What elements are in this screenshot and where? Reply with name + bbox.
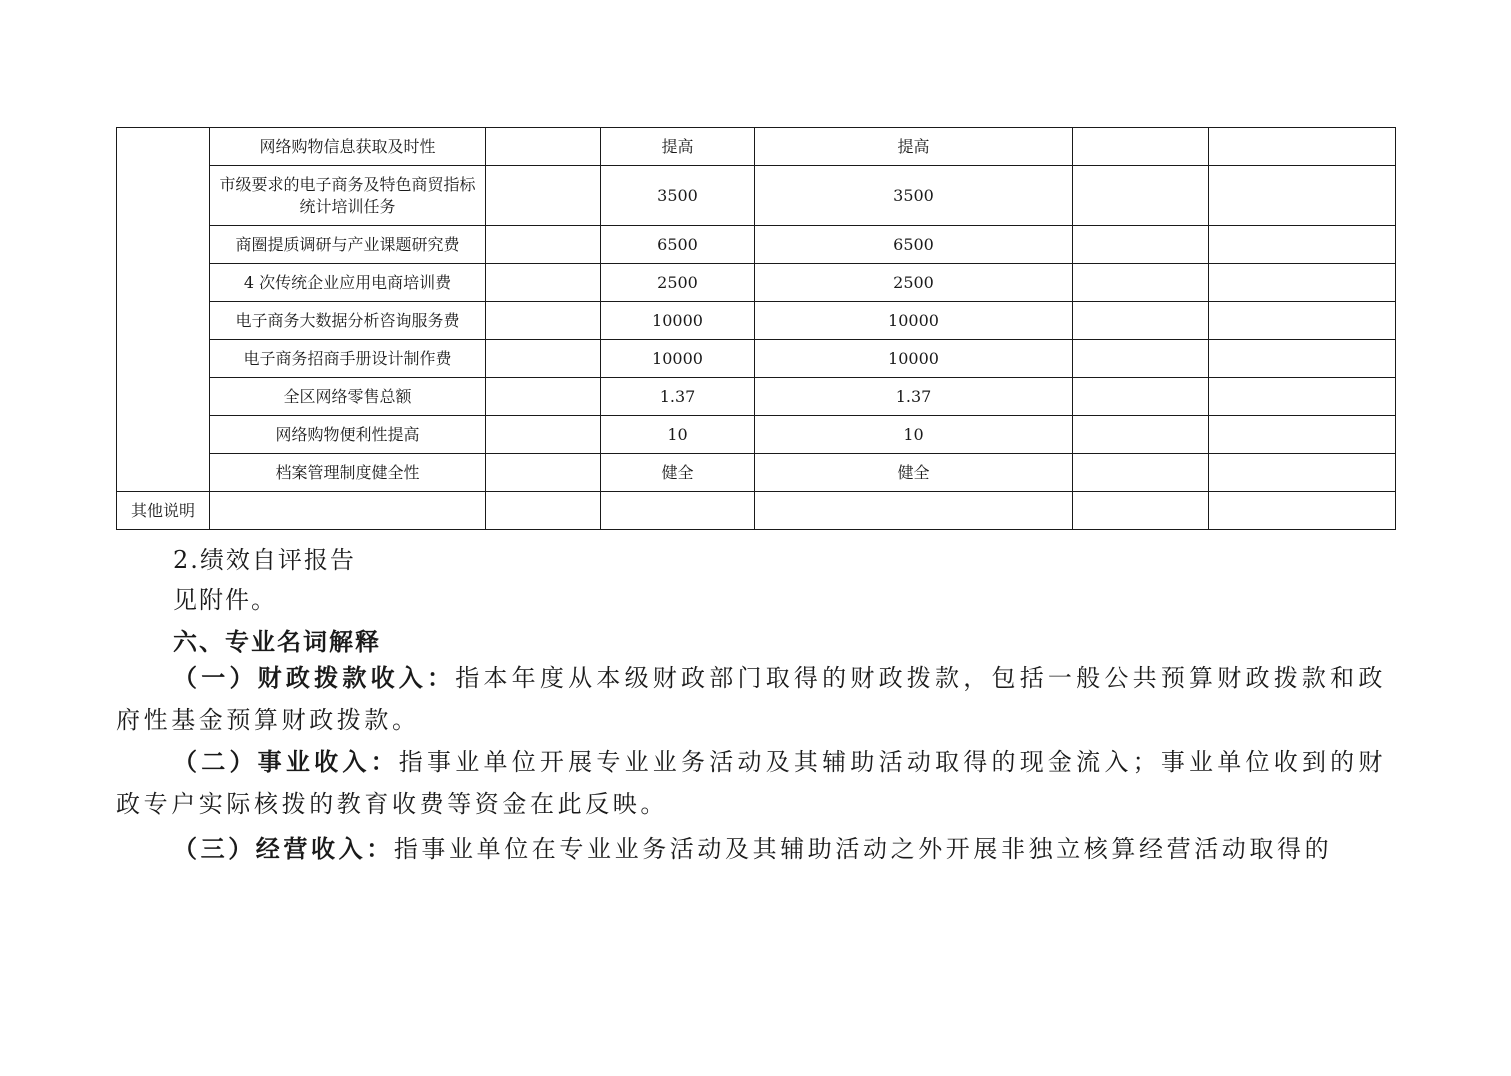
- self-evaluation-body: 见附件。: [173, 586, 277, 614]
- empty-cell: [1209, 264, 1396, 302]
- indicator-cell: 网络购物信息获取及时性: [210, 128, 486, 166]
- performance-indicator-table: [116, 127, 1396, 530]
- empty-cell: [1209, 492, 1396, 530]
- glossary-heading: 六、专业名词解释: [173, 627, 381, 656]
- glossary-item-operating-income: [116, 828, 1386, 870]
- empty-cell: [1209, 302, 1396, 340]
- empty-cell: [486, 340, 601, 378]
- empty-cell: [1073, 492, 1209, 530]
- empty-cell: [1073, 226, 1209, 264]
- empty-cell: [1073, 340, 1209, 378]
- glossary-term: （二）事业收入：: [173, 747, 399, 776]
- target-value-cell: 10000: [601, 340, 755, 378]
- empty-cell: [486, 302, 601, 340]
- empty-cell: [486, 166, 601, 226]
- indicator-cell: 商圈提质调研与产业课题研究费: [210, 226, 486, 264]
- indicator-cell: 电子商务招商手册设计制作费: [210, 340, 486, 378]
- empty-cell: [1073, 378, 1209, 416]
- table-row-other-notes: [117, 492, 1396, 530]
- indicator-cell: 网络购物便利性提高: [210, 416, 486, 454]
- indicator-cell: 市级要求的电子商务及特色商贸指标统计培训任务: [210, 166, 486, 226]
- glossary-definition: 指事业单位开展专业业务活动及其辅助活动取得的现金流入；事业单位收到的财政专户实际核拨的教育收费等资金在此反映。: [116, 748, 1386, 818]
- empty-cell: [1209, 128, 1396, 166]
- self-evaluation-heading: 2.绩效自评报告: [173, 546, 356, 574]
- empty-cell: [1209, 226, 1396, 264]
- empty-cell: [486, 264, 601, 302]
- glossary-term: （一）财政拨款收入：: [173, 663, 456, 692]
- actual-value-cell: 健全: [755, 454, 1073, 492]
- target-value-cell: 3500: [601, 166, 755, 226]
- glossary-definition: 指事业单位在专业业务活动及其辅助活动之外开展非独立核算经营活动取得的: [393, 835, 1333, 863]
- actual-value-cell: 10: [755, 416, 1073, 454]
- empty-cell: [486, 416, 601, 454]
- table-row: [117, 378, 1396, 416]
- merged-category-cell: [117, 128, 210, 492]
- empty-cell: [755, 492, 1073, 530]
- target-value-cell: 6500: [601, 226, 755, 264]
- table-row: [117, 264, 1396, 302]
- target-value-cell: 提高: [601, 128, 755, 166]
- empty-cell: [486, 454, 601, 492]
- indicator-cell: 档案管理制度健全性: [210, 454, 486, 492]
- empty-cell: [1209, 378, 1396, 416]
- table-row: [117, 340, 1396, 378]
- target-value-cell: 健全: [601, 454, 755, 492]
- empty-cell: [1073, 128, 1209, 166]
- empty-cell: [210, 492, 486, 530]
- empty-cell: [1209, 166, 1396, 226]
- empty-cell: [1073, 454, 1209, 492]
- empty-cell: [486, 492, 601, 530]
- table-row: [117, 226, 1396, 264]
- actual-value-cell: 10000: [755, 340, 1073, 378]
- empty-cell: [1073, 416, 1209, 454]
- glossary-term: （三）经营收入：: [173, 834, 394, 863]
- actual-value-cell: 提高: [755, 128, 1073, 166]
- table-row: [117, 454, 1396, 492]
- table-row: [117, 166, 1396, 226]
- glossary-definition: 指本年度从本级财政部门取得的财政拨款，包括一般公共预算财政拨款和政府性基金预算财政拨款。: [116, 664, 1386, 734]
- empty-cell: [486, 128, 601, 166]
- empty-cell: [601, 492, 755, 530]
- glossary-item-business-income: [116, 741, 1386, 825]
- empty-cell: [1073, 166, 1209, 226]
- actual-value-cell: 6500: [755, 226, 1073, 264]
- empty-cell: [1209, 454, 1396, 492]
- table-row: [117, 128, 1396, 166]
- indicator-cell: 电子商务大数据分析咨询服务费: [210, 302, 486, 340]
- actual-value-cell: 3500: [755, 166, 1073, 226]
- target-value-cell: 10000: [601, 302, 755, 340]
- actual-value-cell: 10000: [755, 302, 1073, 340]
- empty-cell: [486, 378, 601, 416]
- indicator-cell: 4 次传统企业应用电商培训费: [210, 264, 486, 302]
- actual-value-cell: 1.37: [755, 378, 1073, 416]
- target-value-cell: 1.37: [601, 378, 755, 416]
- table-row: [117, 302, 1396, 340]
- target-value-cell: 2500: [601, 264, 755, 302]
- indicator-cell: 全区网络零售总额: [210, 378, 486, 416]
- empty-cell: [1073, 264, 1209, 302]
- empty-cell: [1209, 416, 1396, 454]
- empty-cell: [1209, 340, 1396, 378]
- actual-value-cell: 2500: [755, 264, 1073, 302]
- table-row: [117, 416, 1396, 454]
- empty-cell: [1073, 302, 1209, 340]
- other-notes-label: 其他说明: [117, 492, 210, 530]
- target-value-cell: 10: [601, 416, 755, 454]
- empty-cell: [486, 226, 601, 264]
- glossary-item-fiscal-appropriation: [116, 657, 1386, 741]
